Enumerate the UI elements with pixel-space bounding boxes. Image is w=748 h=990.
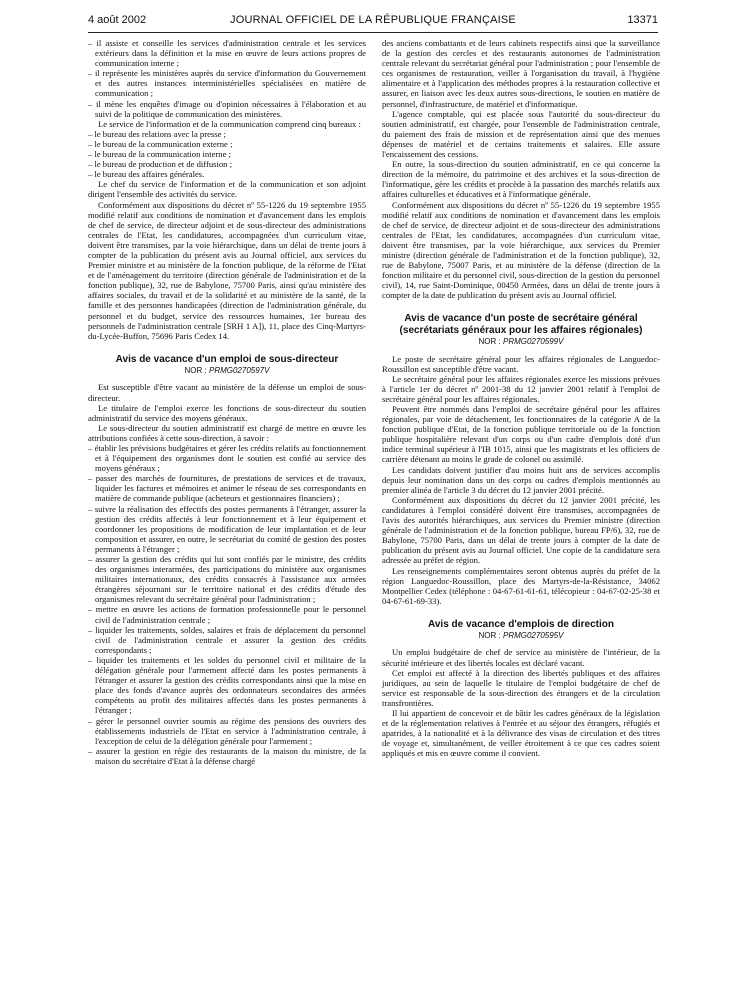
right-column xyxy=(382,38,660,759)
paragraph: Il lui appartient de concevoir et de bâtir les cadres généraux de la législation et de la réglementation relatives à l'entrée et au séjour des étrangers, réfugiés et apatrides, à la nationalité et à la délivrance des visas de circulation et des titres de voyage et, simultanément, de veiller étroitement à ce que ces cadres soient appliqués et mis en œuvre comme il convient. xyxy=(382,708,660,759)
list-item: – le bureau de la communication externe ; xyxy=(88,138,233,149)
section-title: Avis de vacance d'un emploi de sous-directeur xyxy=(115,353,339,365)
paragraph: Le service de l'information et de la communication comprend cinq bureaux : xyxy=(98,118,361,129)
paragraph: L'agence comptable, qui est placée sous l'autorité du sous-directeur du soutien administratif, est chargée, pour l'ensemble de l'administration centrale, du paiement des frais de mission et de représentation ainsi que des menues dépenses de matériel et de certains traitements et salaires. Elle assure l'encaissement des cessions. xyxy=(382,108,660,160)
paragraph: Peuvent être nommés dans l'emploi de secrétaire général pour les affaires régionales, par voie de détachement, les fonctionnaires de la catégorie A de la fonction publique d'Etat, de la fonction publique territoriale ou de la fonction publique hospitalière relevant d'un corps ou d'un cadre d'emplois doté d'un indice terminal supérieur à l'IB 1015, ainsi que les magistrats et les officiers de carrière détenant au moins le grade de colonel ou assimilé. xyxy=(382,404,660,465)
list-item: – assurer la gestion des crédits qui lui sont confiés par le ministre, des crédits des organismes interarmées, des participations du ministère aux organismes militaires internationaux, des crédits consacrés à l'assistance aux armées étrangères séjournant sur le territoire national et des crédits d'étude des organismes relevant du secrétaire général pour l'administration ; xyxy=(88,554,366,605)
header-rule xyxy=(88,32,658,33)
paragraph: Conformément aux dispositions du décret nº 55-1226 du 19 septembre 1955 modifié relatif aux conditions de nomination et d'avancement dans les emplois de chef de service, de directeur adjoint et de sous-directeur des administrations centrales de l'Etat, les candidatures, accompagnées d'un curriculum vitae, doivent être transmises, par la voie hiérarchique, aux services du Premier ministre (direction générale de l'administration et de la fonction publique), 32, rue de Babylone, 75007 Paris, et au ministère de la défense (direction de la fonction militaire et du personnel civil, sous-direction de la gestion du personnel civil), 14, rue Saint-Dominique, 00450 Armées, dans un délai de trente jours à compter de la date de publication du présent avis au Journal officiel. xyxy=(382,199,660,301)
header-date: 4 août 2002 xyxy=(88,14,147,26)
paragraph: Cet emploi est affecté à la direction des libertés publiques et des affaires juridiques, au sein de laquelle le titulaire de l'emploi budgétaire de chef de service est responsable de la sous-direction des étrangers et de la circulation transfrontières. xyxy=(382,667,660,708)
section-subtitle: (secrétariats généraux pour les affaires régionales) xyxy=(399,324,643,336)
paragraph: Conformément aux dispositions du décret du 12 janvier 2001 précité, les candidatures à l'emploi considéré doivent être transmises, accompagnées de l'avis des autorités hiérarchiques, aux services du Premier ministre (direction générale de l'administration et de la fonction publique, bureau FP/6), 32, rue de Babylone, 75700 Paris, dans un délai de trente jours à compter de la date de publication du présent avis au Journal officiel. Une copie de la candidature sera adressée au préfet de région. xyxy=(382,494,660,566)
section-heading xyxy=(88,354,366,377)
list-item: – établir les prévisions budgétaires et gérer les crédits relatifs au fonctionnement et à l'équipement des organismes dont le soutien est confié au service des moyens généraux ; xyxy=(88,442,366,474)
paragraph: Les renseignements complémentaires seront obtenus auprès du préfet de la région Languedoc-Roussillon, place des Martyrs-de-la-Résistance, 34062 Montpellier Cedex (téléphone : 04-67-61-61-61, télécopieur : 04-67-02-25-38 et 04-67-61-69-33). xyxy=(382,565,660,606)
paragraph: des anciens combattants et de leurs cabinets respectifs ainsi que la surveillance de la gestion des cercles et des restaurants autonomes de l'administration centrale relevant du secrétariat général pour l'administration ; pour l'ensemble de ces organismes de restauration, veiller à l'organisation du travail, à l'hygiène alimentaire et à l'application des méthodes propres à la restauration collective et assurer, en liaison avec les deux autres sous-directions, le soutien en matière de personnel, d'infrastructure, de matériel et d'informatique. xyxy=(382,38,660,109)
list-item: – liquider les traitements et les soldes du personnel civil et militaire de la délégation générale pour l'armement affecté dans les postes permanents à l'étranger et assurer la gestion des crédits correspondants ainsi que la mise en place des fonds d'avance auprès des ordonnateurs secondaires des armées compétents au profit des militaires affectés dans les postes permanents à l'étranger ; xyxy=(88,654,366,716)
paragraph: Les candidats doivent justifier d'au moins huit ans de services accomplis depuis leur nomination dans un des corps ou cadres d'emplois mentionnés au premier alinéa de l'article 3 du décret du 12 janvier 2001 précité. xyxy=(382,464,660,495)
list-item: – le bureau des relations avec la presse ; xyxy=(88,128,226,139)
list-item: – mettre en œuvre les actions de formation professionnelle pour le personnel civil de l'administration centrale ; xyxy=(88,604,366,625)
left-column xyxy=(88,38,366,766)
paragraph: Le sous-directeur du soutien administratif est chargé de mettre en œuvre les attributions confiées à cette sous-direction, à savoir : xyxy=(88,422,366,443)
paragraph: En outre, la sous-direction du soutien administratif, en ce qui concerne la direction de la mémoire, du patrimoine et des archives et la sous-direction de l'informatique, gère les crédits et procède à la passation des marchés relatifs aux affaires culturelles et éducatives et à l'informatique générale. xyxy=(382,159,660,200)
list-item: – le bureau des affaires générales. xyxy=(88,169,205,180)
header-page-number: 13371 xyxy=(627,14,658,26)
paragraph: Conformément aux dispositions du décret nº 55-1226 du 19 septembre 1955 modifié relatif aux conditions de nomination et d'avancement dans les emplois de chef de service, de directeur adjoint et de sous-directeur des administrations centrales de l'Etat, les candidatures, accompagnées d'un curriculum vitae, doivent être transmises, par la voie hiérarchique, dans un délai de trente jours à compter de la publication du présent avis au Journal officiel, aux services du Premier ministre et au ministère de la fonction publique, de la réforme de l'Etat et de l'aménagement du territoire (direction générale de l'administration et de la fonction publique), 32, rue de Babylone, 75700 Paris, ainsi qu'au ministère des affaires sociales, du travail et de la solidarité et au ministère de la santé, de la famille et des personnes handicapées (direction de l'administration générale, du personnel et du budget, service des ressources humaines, 1er bureau des personnels de l'administration centrale [SRH 1 A]), 11, place des Cinq-Martyrs-du-Lycée-Buffon, 75696 Paris Cedex 14. xyxy=(88,199,366,341)
list-item: – liquider les traitements, soldes, salaires et frais de déplacement du personnel civil de l'administration centrale et assurer la gestion des crédits correspondants ; xyxy=(88,624,366,655)
section-heading xyxy=(382,619,660,642)
nor-reference: NOR : PRMG0270595V xyxy=(478,631,564,641)
paragraph: Est susceptible d'être vacant au ministère de la défense un emploi de sous-directeur. xyxy=(88,382,366,403)
list-item: – il mène les enquêtes d'image ou d'opinion nécessaires à l'élaboration et au suivi de la politique de communication des ministères. xyxy=(88,98,366,119)
paragraph: Le poste de secrétaire général pour les affaires régionales de Languedoc-Roussillon est susceptible d'être vacant. xyxy=(382,353,660,374)
nor-reference: NOR : PRMG0270597V xyxy=(184,366,270,376)
paragraph: Un emploi budgétaire de chef de service au ministère de l'intérieur, de la sécurité intérieure et des libertés locales est déclaré vacant. xyxy=(382,647,660,668)
list-item: – le bureau de la communication interne ; xyxy=(88,149,231,160)
section-title: Avis de vacance d'un poste de secrétaire général xyxy=(404,313,638,325)
list-item: – le bureau de production et de diffusion ; xyxy=(88,159,232,170)
section-heading xyxy=(382,313,660,347)
list-item: – passer des marchés de fournitures, de prestations de services et de travaux, liquider les factures et mémoires et animer le réseau de ses correspondants en matière de commande publique (acheteurs et gestionnaires financiers) ; xyxy=(88,473,366,504)
paragraph: Le chef du service de l'information et de la communication et son adjoint dirigent l'ensemble des activités du service. xyxy=(88,179,366,200)
header-title: JOURNAL OFFICIEL DE LA RÉPUBLIQUE FRANÇAISE xyxy=(230,14,516,26)
paragraph: Le titulaire de l'emploi exerce les fonctions de sous-directeur du soutien administratif du service des moyens généraux. xyxy=(88,402,366,423)
section-title: Avis de vacance d'emplois de direction xyxy=(428,618,614,630)
paragraph: Le secrétaire général pour les affaires régionales exerce les missions prévues à l'article 1er du décret nº 2001-38 du 12 janvier 2001 relatif à l'emploi de secrétaire général pour les affaires régionales. xyxy=(382,373,660,404)
page-header xyxy=(88,14,658,32)
list-item: – il assiste et conseille les services d'administration centrale et les services extérieurs dans la définition et la mise en œuvre de leurs actions propres de communication interne ; xyxy=(88,38,366,69)
list-item: – il représente les ministères auprès du service d'information du Gouvernement et des autres instances interministérielles spécialisées en matière de communication ; xyxy=(88,68,366,99)
nor-reference: NOR : PRMG0270599V xyxy=(478,337,564,347)
list-item: – suivre la réalisation des effectifs des postes permanents à l'étranger, assurer la gestion des crédits affectés à leur fonctionnement et à leur équipement et coordonner les propositions de modification de leur implantation et de leur composition et assurer, en outre, le secrétariat du comité de gestion des postes permanents à l'étranger ; xyxy=(88,503,366,554)
list-item: – assurer la gestion en régie des restaurants de la maison du ministre, de la maison du secrétaire d'Etat à la défense chargé xyxy=(88,745,366,766)
list-item: – gérer le personnel ouvrier soumis au régime des pensions des ouvriers des établissements industriels de l'Etat en service à l'administration centrale, à l'exception de celui de la délégation générale pour l'armement ; xyxy=(88,715,366,746)
